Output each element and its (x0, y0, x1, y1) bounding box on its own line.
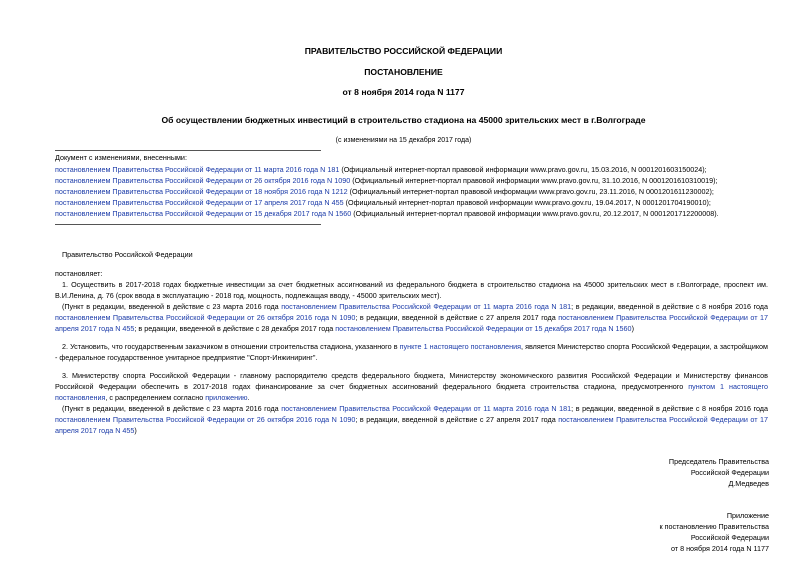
clause-link[interactable]: пункте 1 настоящего постановления (399, 342, 522, 351)
date-number-heading: от 8 ноября 2014 года N 1177 (342, 87, 465, 97)
clause-link[interactable]: пунктом 1 настоящего постановления (55, 382, 768, 402)
amendment-link[interactable]: постановлением Правительства Российской Федерации от 17 апреля 2017 года N 455 (55, 198, 344, 207)
signature-position: Российской Федерации (690, 468, 769, 477)
amendment-item: постановлением Правительства Российской Федерации от 26 октября 2016 года N 1090 (Официальный интернет-портал правовой информации www.pravo.gov.ru, 31.10.2016, N 0001201610310019); (55, 176, 718, 185)
signature-position: Председатель Правительства (668, 457, 769, 466)
doc-type-heading: ПОСТАНОВЛЕНИЕ (364, 67, 443, 77)
paragraph-3-note: (Пункт в редакции, введенной в действие с 23 марта 2016 года постановлением Правительства Российской Федерации от 11 марта 2016 года N 181; в редакции, введенной в действие с 8 ноября 2016 года постановлением Правительства Российской Федерации от 26 октября 2016 года N 1090; в редакции, введенной в действие с 27 апреля 2017 года постановлением Правительства Российской Федерации от 17 апреля 2017 года N 455) (55, 404, 768, 435)
appendix-title: Приложение (726, 511, 769, 520)
note-link[interactable]: постановлением Правительства Российской Федерации от 11 марта 2016 года N 181 (281, 302, 572, 311)
signature-block (469, 456, 769, 489)
note-link[interactable]: постановлением Правительства Российской Федерации от 26 октября 2016 года N 1090 (55, 415, 356, 424)
paragraph-2: 2. Установить, что государственным заказчиком в отношении строительства стадиона, указанного в пункте 1 настоящего постановления, является Министерство спорта Российской Федерации, а застройщиком - федеральное государственное унитарное предприятие "Спорт-Инжиниринг". (55, 342, 768, 362)
authority-heading: ПРАВИТЕЛЬСТВО РОССИЙСКОЙ ФЕДЕРАЦИИ (304, 46, 503, 56)
amendments-intro: Документ с изменениями, внесенными: (55, 153, 187, 162)
appendix-block (469, 510, 769, 554)
amendment-item: постановлением Правительства Российской Федерации от 17 апреля 2017 года N 455 (Официальный интернет-портал правовой информации www.pravo.gov.ru, 19.04.2017, N 0001201704190010); (55, 198, 711, 207)
government-label: Правительство Российской Федерации (62, 250, 193, 259)
amendment-link[interactable]: постановлением Правительства Российской Федерации от 11 марта 2016 года N 181 (55, 165, 340, 174)
amendment-item: постановлением Правительства Российской Федерации от 15 декабря 2017 года N 1560 (Официальный интернет-портал правовой информации www.pravo.gov.ru, 20.12.2017, N 0001201712200008). (55, 209, 719, 218)
appendix-line: Российской Федерации (690, 533, 769, 542)
note-link[interactable]: постановлением Правительства Российской Федерации от 11 марта 2016 года N 181 (281, 404, 572, 413)
amendment-link[interactable]: постановлением Правительства Российской Федерации от 18 ноября 2016 года N 1212 (55, 187, 348, 196)
paragraph-1: 1. Осуществить в 2017-2018 годах бюджетные инвестиции за счет бюджетных ассигнований из федерального бюджета в строительство стадиона на 45000 зрительских мест в г.Волгограде, проспект им. В.И.Ленина, д. 76 (срок ввода в эксплуатацию - 2018 год, мощность, подлежащая вводу, - 45000 зрительских мест). (55, 280, 768, 300)
amendment-item: постановлением Правительства Российской Федерации от 18 ноября 2016 года N 1212 (Официальный интернет-портал правовой информации www.pravo.gov.ru, 23.11.2016, N 0001201611230002); (55, 187, 714, 196)
paragraph-3: 3. Министерству спорта Российской Федерации - главному распорядителю средств федерального бюджета, Министерству экономического развития Российской Федерации и Министерству финансов Российской Федерации обеспечить в 2017-2018 годах финансирование за счет бюджетных ассигнований федерального бюджета строительства стадиона, предусмотренного пунктом 1 настоящего постановления, с распределением согласно приложению. (55, 371, 768, 402)
amendment-link[interactable]: постановлением Правительства Российской Федерации от 26 октября 2016 года N 1090 (55, 176, 351, 185)
note-link[interactable]: постановлением Правительства Российской Федерации от 26 октября 2016 года N 1090 (55, 313, 356, 322)
amendments-list (55, 164, 785, 219)
decrees-label: постановляет: (55, 269, 103, 278)
paragraph-1-note: (Пункт в редакции, введенной в действие с 23 марта 2016 года постановлением Правительства Российской Федерации от 11 марта 2016 года N 181; в редакции, введенной в действие с 8 ноября 2016 года постановлением Правительства Российской Федерации от 26 октября 2016 года N 1090; в редакции, введенной в действие с 27 апреля 2017 года постановлением Правительства Российской Федерации от 17 апреля 2017 года N 455; в редакции, введенной в действие с 28 декабря 2017 года постановлением Правительства Российской Федерации от 15 декабря 2017 года N 1560) (55, 302, 768, 333)
appendix-link[interactable]: приложению (205, 393, 248, 402)
amendment-item: постановлением Правительства Российской Федерации от 11 марта 2016 года N 181 (Официальный интернет-портал правовой информации www.pravo.gov.ru, 15.03.2016, N 0001201603150024); (55, 165, 707, 174)
divider-bottom (55, 224, 321, 225)
note-link[interactable]: постановлением Правительства Российской Федерации от 17 апреля 2017 года N 455 (55, 313, 768, 333)
appendix-line: от 8 ноября 2014 года N 1177 (670, 544, 769, 553)
note-link[interactable]: постановлением Правительства Российской Федерации от 15 декабря 2017 года N 1560 (335, 324, 632, 333)
revision-note: (с изменениями на 15 декабря 2017 года) (335, 137, 472, 144)
note-link[interactable]: постановлением Правительства Российской Федерации от 17 апреля 2017 года N 455 (55, 415, 768, 435)
divider-top (55, 150, 321, 151)
signature-name: Д.Медведев (728, 479, 769, 488)
amendment-link[interactable]: постановлением Правительства Российской Федерации от 15 декабря 2017 года N 1560 (55, 209, 352, 218)
document-title: Об осуществлении бюджетных инвестиций в строительство стадиона на 45000 зрительских мест в г.Волгограде (161, 115, 646, 125)
appendix-line: к постановлению Правительства (659, 522, 769, 531)
